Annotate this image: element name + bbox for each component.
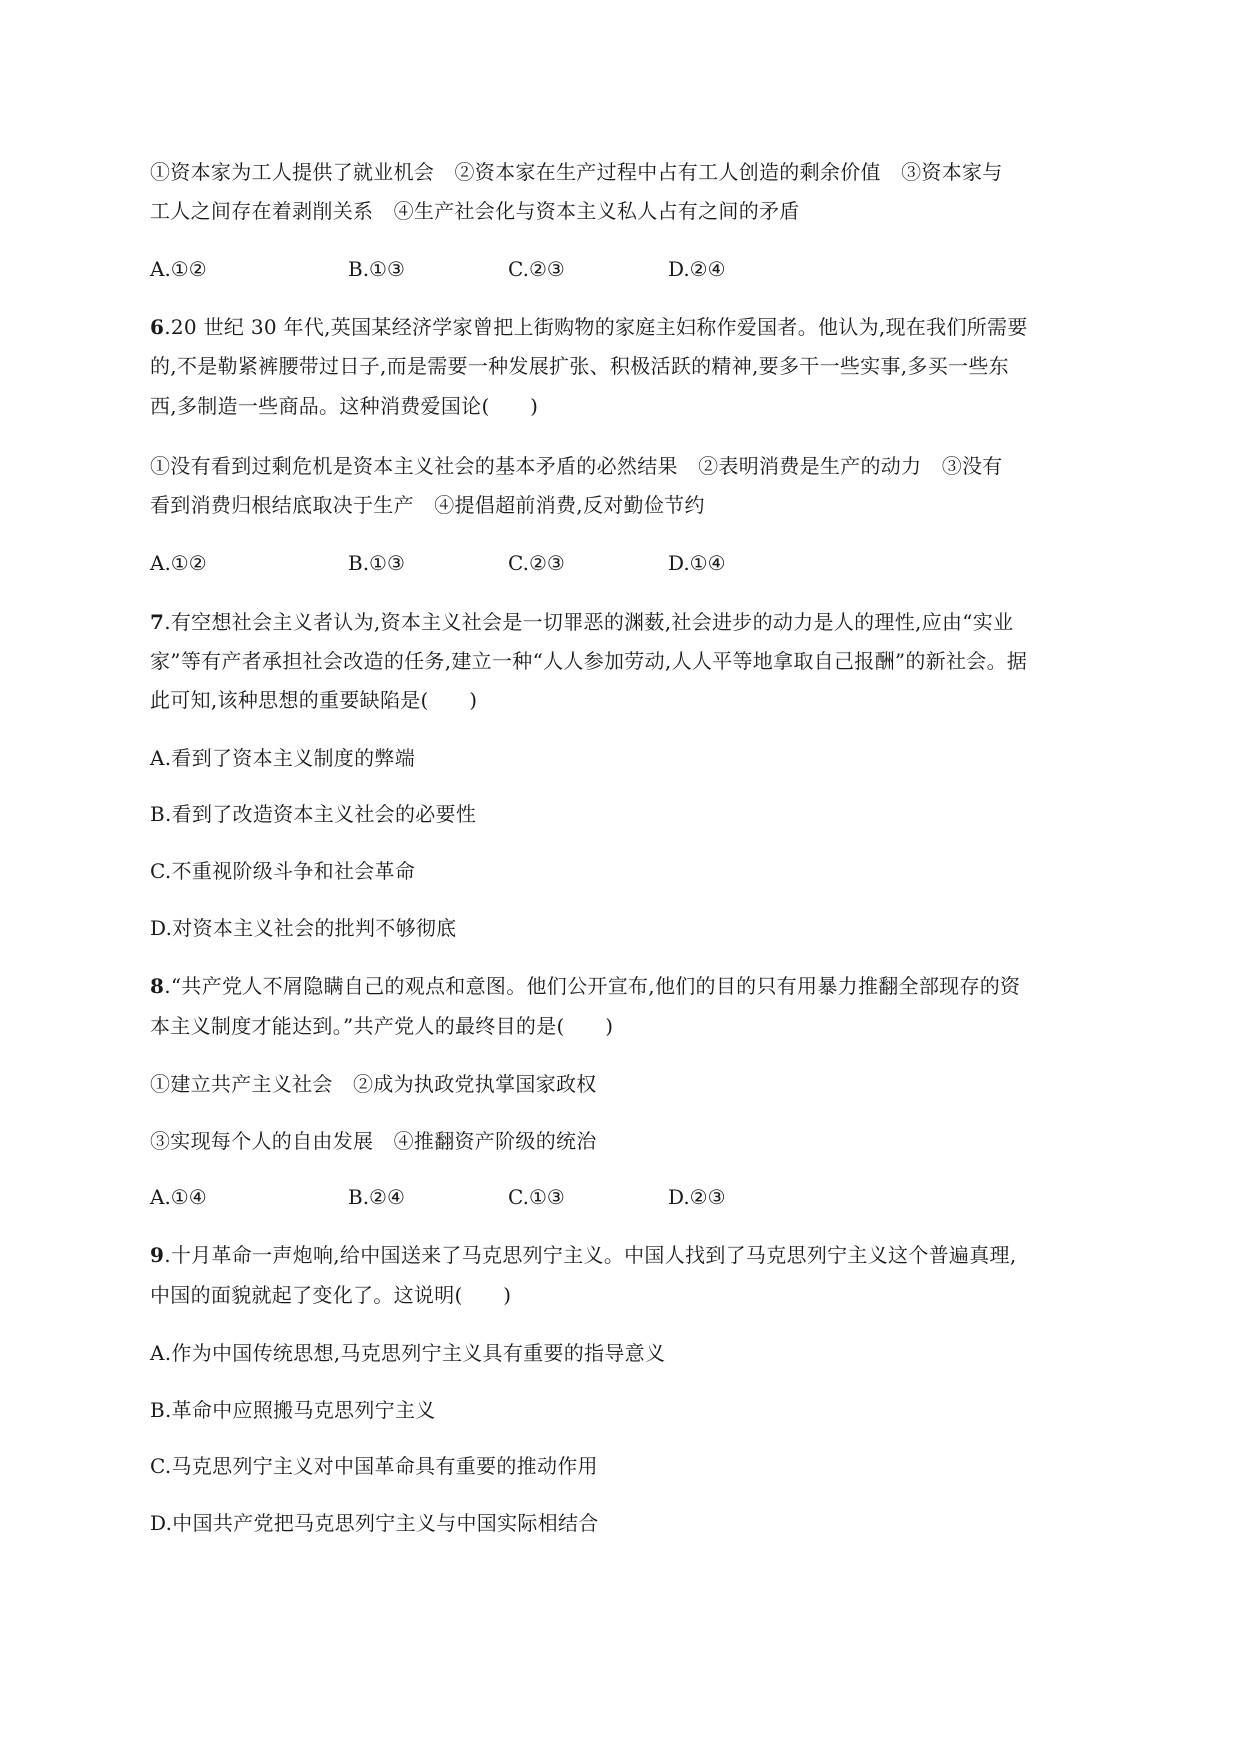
q6-stem-line-1: 6.20 世纪 30 年代,英国某经济学家曾把上街购物的家庭主妇称作爱国者。他认为,现在我们所需要 [150,315,1028,339]
q9-choice-c: C.马克思列宁主义对中国革命具有重要的推动作用 [150,1454,598,1478]
q5-choice-a: A.①② [150,257,207,281]
q6-number: 6 [150,315,165,339]
q9-choice-a: A.作为中国传统思想,马克思列宁主义具有重要的指导意义 [150,1341,666,1365]
q8-choice-b: B.②④ [348,1185,405,1209]
q5-statement-line-2: 工人之间存在着剥削关系 ④生产社会化与资本主义私人占有之间的矛盾 [150,199,800,223]
q9-choice-b: B.革命中应照搬马克思列宁主义 [150,1398,436,1422]
q7-stem-line-3: 此可知,该种思想的重要缺陷是( ) [150,688,478,712]
q5-statement-line-1: ①资本家为工人提供了就业机会 ②资本家在生产过程中占有工人创造的剩余价值 ③资本家与 [150,160,1003,184]
q7-number: 7 [150,610,165,634]
q7-choice-d: D.对资本主义社会的批判不够彻底 [150,916,457,940]
q8-number: 8 [150,974,165,998]
q7-stem-line-1: 7.有空想社会主义者认为,资本主义社会是一切罪恶的渊薮,社会进步的动力是人的理性,应由“实业 [150,610,1014,634]
q8-choice-a: A.①④ [150,1185,207,1209]
q8-stem-line-2: 本主义制度才能达到。”共产党人的最终目的是( ) [150,1014,614,1038]
q6-stem-line-3: 西,多制造一些商品。这种消费爱国论( ) [150,394,539,418]
q8-statement-line-1: ①建立共产主义社会 ②成为执政党执掌国家政权 [150,1072,597,1096]
q6-choice-a: A.①② [150,551,207,575]
q9-stem-line-1: 9.十月革命一声炮响,给中国送来了马克思列宁主义。中国人找到了马克思列宁主义这个普遍真理, [150,1243,1017,1267]
q5-choice-c: C.②③ [508,257,565,281]
q6-statement-line-2: 看到消费归根结底取决于生产 ④提倡超前消费,反对勤俭节约 [150,493,705,517]
q7-stem-line-2: 家”等有产者承担社会改造的任务,建立一种“人人参加劳动,人人平等地拿取自己报酬”的新社会。据 [150,649,1028,673]
q8-statement-line-2: ③实现每个人的自由发展 ④推翻资产阶级的统治 [150,1129,597,1153]
q7-choice-b: B.看到了改造资本主义社会的必要性 [150,802,477,826]
q8-choice-d: D.②③ [668,1185,726,1209]
q6-statement-line-1: ①没有看到过剩危机是资本主义社会的基本矛盾的必然结果 ②表明消费是生产的动力 ③没有 [150,454,1003,478]
q7-choice-a: A.看到了资本主义制度的弊端 [150,746,416,770]
q9-stem-line-2: 中国的面貌就起了变化了。这说明( ) [150,1283,512,1307]
q6-choice-d: D.①④ [668,551,726,575]
q6-choice-c: C.②③ [508,551,565,575]
q8-choice-c: C.①③ [508,1185,565,1209]
q8-stem-line-1: 8.“共产党人不屑隐瞒自己的观点和意图。他们公开宣布,他们的目的只有用暴力推翻全部现存的资 [150,974,1021,998]
q6-stem-line-2: 的,不是勒紧裤腰带过日子,而是需要一种发展扩张、积极活跃的精神,要多干一些实事,多买一些东 [150,354,1009,378]
q5-choice-b: B.①③ [348,257,405,281]
q7-choice-c: C.不重视阶级斗争和社会革命 [150,859,416,883]
q5-choice-d: D.②④ [668,257,726,281]
q9-choice-d: D.中国共产党把马克思列宁主义与中国实际相结合 [150,1511,599,1535]
q9-number: 9 [150,1243,165,1267]
q6-choice-b: B.①③ [348,551,405,575]
